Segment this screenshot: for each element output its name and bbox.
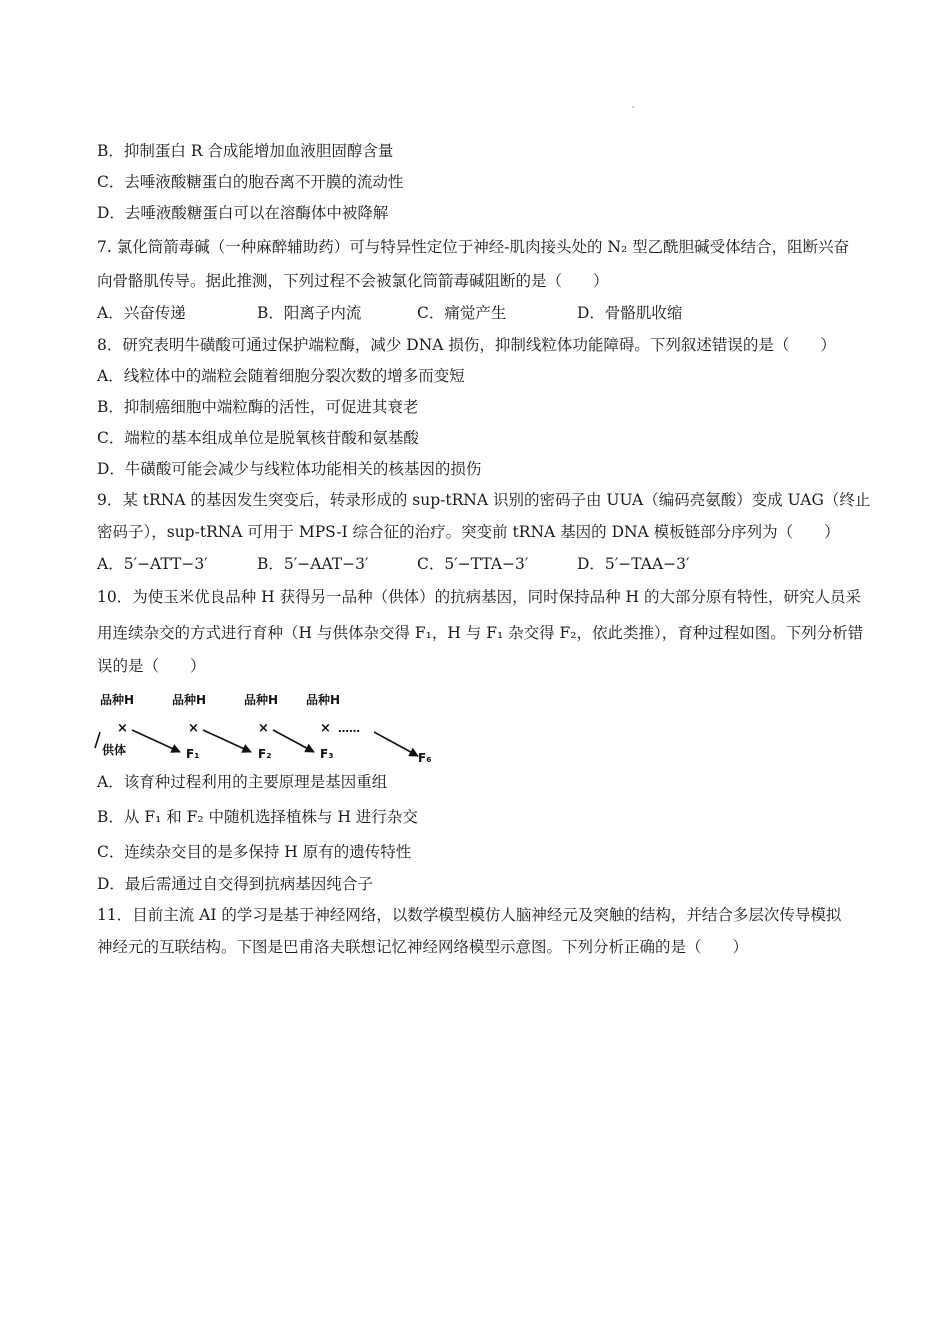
generation-f2: F₂	[258, 747, 272, 761]
q11-stem-line-1: 11．目前主流 AI 的学习是基于神经网络，以数学模型模仿人脑神经元及突触的结构，并结合多层次传导模拟	[97, 906, 842, 924]
q9-options	[97, 554, 690, 574]
q10-option-c: C．连续杂交目的是多保持 H 原有的遗传特性	[97, 843, 412, 861]
q10-stem-line-3: 误的是（ ）	[97, 657, 206, 675]
q10-stem-line-2: 用连续杂交的方式进行育种（H 与供体杂交得 F₁，H 与 F₁ 杂交得 F₂，依此类推），育种过程如图。下列分析错	[97, 624, 864, 642]
q8-stem: 8．研究表明牛磺酸可通过保护端粒酶，减少 DNA 损伤，抑制线粒体功能障碍。下列叙述错误的是（ ）	[97, 336, 836, 354]
q9-option-d: D．5′−TAA−3′	[577, 555, 690, 573]
q8-option-d: D．牛磺酸可能会减少与线粒体功能相关的核基因的损伤	[97, 460, 482, 478]
breed-h-label-1: 品种H	[100, 693, 135, 707]
cross-arrow-1	[132, 730, 180, 752]
q9-option-b: B．5′−AAT−3′	[257, 555, 369, 573]
breeding-diagram	[92, 690, 437, 766]
cross-arrow-4	[374, 732, 418, 756]
q9-option-c: C．5′−TTA−3′	[417, 555, 529, 573]
q7-stem-line-1: 7. 氯化筒箭毒碱（一种麻醉辅助药）可与特异性定位于神经-肌肉接头处的 N₂ 型乙酰胆碱受体结合，阻断兴奋	[97, 238, 850, 256]
q10-option-a: A．该育种过程利用的主要原理是基因重组	[97, 773, 388, 791]
q7-option-d: D．骨骼肌收缩	[577, 304, 683, 322]
q6-option-c: C．去唾液酸糖蛋白的胞吞离不开膜的流动性	[97, 173, 404, 191]
cross-symbol-3: ×	[258, 721, 269, 736]
breed-h-label-2: 品种H	[172, 693, 207, 707]
generation-f3: F₃	[320, 747, 334, 761]
cross-arrow-3	[273, 730, 314, 752]
q8-option-c: C．端粒的基本组成单位是脱氧核苷酸和氨基酸	[97, 429, 419, 447]
cross-symbol-1: ×	[117, 721, 128, 736]
continuation-ellipsis: ……	[338, 722, 360, 735]
q9-stem-line-1: 9．某 tRNA 的基因发生突变后，转录形成的 sup-tRNA 识别的密码子由 UUA（编码亮氨酸）变成 UAG（终止	[97, 491, 871, 509]
q8-option-b: B．抑制癌细胞中端粒酶的活性，可促进其衰老	[97, 398, 419, 416]
generation-f6: F₆	[418, 751, 432, 765]
speck-mark	[632, 106, 634, 108]
q6-option-d: D．去唾液酸糖蛋白可以在溶酶体中被降解	[97, 204, 389, 222]
q7-option-c: C．痛觉产生	[417, 304, 507, 322]
q11-stem-line-2: 神经元的互联结构。下图是巴甫洛夫联想记忆神经网络模型示意图。下列分析正确的是（ ）	[97, 938, 749, 956]
breed-h-label-4: 品种H	[306, 693, 341, 707]
q10-stem-line-1: 10．为使玉米优良品种 H 获得另一品种（供体）的抗病基因，同时保持品种 H 的大部分原有特性，研究人员采	[97, 588, 861, 606]
donor-tick-mark	[95, 732, 100, 748]
q7-option-b: B．阳离子内流	[257, 304, 362, 322]
q7-stem-line-2: 向骨骼肌传导。据此推测，下列过程不会被氯化筒箭毒碱阻断的是（ ）	[97, 272, 609, 290]
q8-option-a: A．线粒体中的端粒会随着细胞分裂次数的增多而变短	[97, 367, 465, 385]
q9-option-a: A．5′−ATT−3′	[97, 555, 208, 573]
breed-h-label-3: 品种H	[244, 693, 279, 707]
cross-symbol-2: ×	[188, 721, 199, 736]
q9-stem-line-2: 密码子），sup-tRNA 可用于 MPS-I 综合征的治疗。突变前 tRNA 基因的 DNA 模板链部分序列为（ ）	[97, 523, 840, 541]
q10-option-b: B．从 F₁ 和 F₂ 中随机选择植株与 H 进行杂交	[97, 808, 418, 826]
q7-options	[97, 303, 682, 323]
cross-arrow-2	[203, 730, 251, 752]
generation-f1: F₁	[186, 747, 200, 761]
donor-label: 供体	[102, 743, 127, 757]
q10-option-d: D．最后需通过自交得到抗病基因纯合子	[97, 875, 373, 893]
q6-option-b: B．抑制蛋白 R 合成能增加血液胆固醇含量	[97, 142, 394, 160]
q7-option-a: A．兴奋传递	[97, 304, 186, 322]
cross-symbol-4: ×	[320, 721, 331, 736]
